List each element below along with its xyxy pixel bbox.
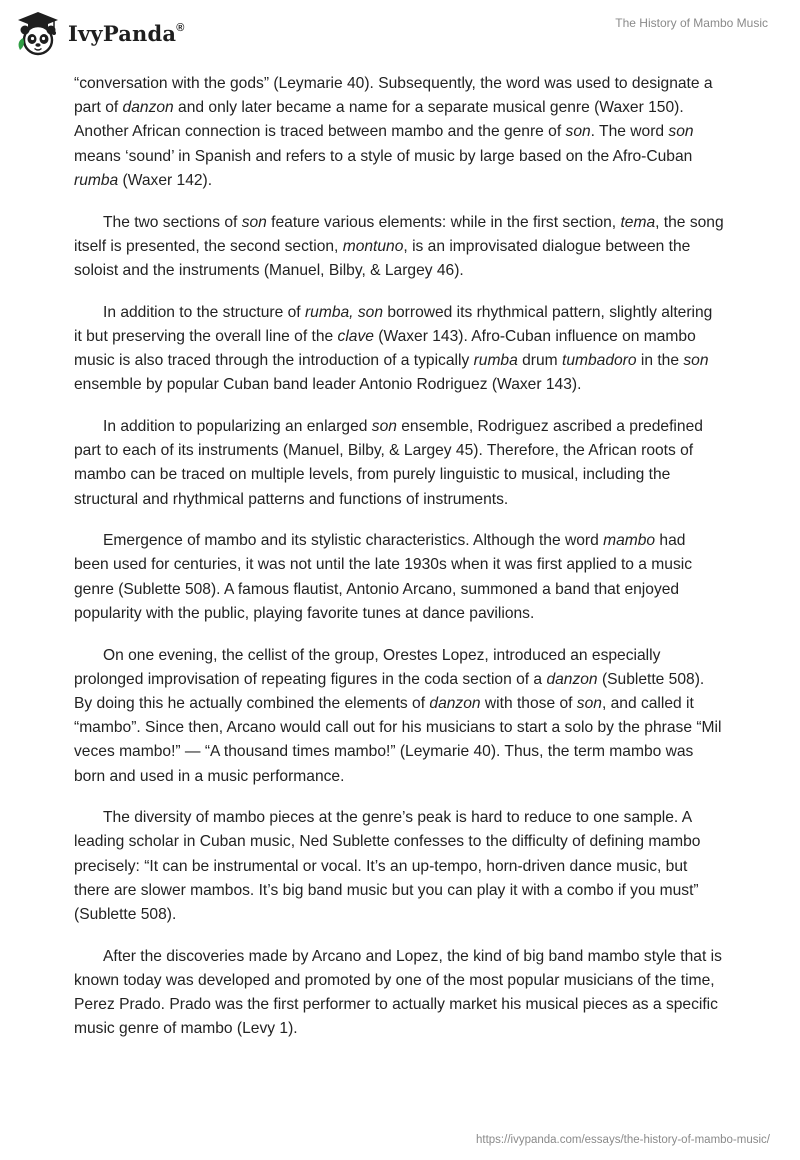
essay-paragraph	[74, 72, 724, 193]
italic-term: rumba	[74, 171, 119, 189]
text-run: in the	[636, 352, 684, 370]
italic-term: tema	[620, 213, 656, 231]
text-run: , the song itself is presented, the second section,	[74, 213, 724, 255]
text-run: Emergence of mambo and its stylistic characteristics. Although the word	[103, 532, 604, 550]
text-run: and only later became a name for a separate musical genre (Waxer 150). Another African connection is traced between mambo and the genre of	[74, 99, 684, 141]
footer-url[interactable]: https://ivypanda.com/essays/the-history-of-mambo-music/	[476, 1134, 770, 1146]
text-run: , and called it “mambo”. Since then, Arcano would call out for his musicians to start a solo by the phrase “Mil veces mambo!” — “A thousand times mambo!” (Leymarie 40). Thus, the term mambo was born and used in a music performance.	[74, 694, 722, 785]
italic-term: danzon	[122, 99, 174, 117]
text-run: (Waxer 142).	[118, 171, 213, 189]
italic-term: danzon	[546, 670, 598, 688]
text-run: ensemble by popular Cuban band leader Antonio Rodriguez (Waxer 143).	[74, 376, 582, 394]
essay-paragraph	[74, 644, 724, 789]
text-run: . The word	[590, 123, 669, 141]
italic-term: son	[668, 123, 694, 141]
text-run: drum	[517, 352, 562, 370]
text-run: On one evening, the cellist of the group, Orestes Lopez, introduced an especially prolonged improvisation of repeating figures in the coda section of a	[74, 646, 661, 688]
text-run: with those of	[480, 694, 577, 712]
essay-paragraph	[74, 211, 724, 284]
italic-term: son	[565, 123, 591, 141]
text-run: In addition to popularizing an enlarged	[103, 417, 372, 435]
text-run: (Waxer 143). Afro-Cuban influence on mambo music is also traced through the introduction of a typically	[74, 327, 696, 370]
italic-term: rumba, son	[304, 303, 383, 321]
text-run: (Sublette 508). By doing this he actually combined the elements of	[74, 670, 705, 712]
italic-term: son	[241, 213, 267, 231]
italic-term: son	[576, 694, 602, 712]
text-run: The diversity of mambo pieces at the genre’s peak is hard to reduce to one sample. A leading scholar in Cuban music, Ned Sublette confesses to the difficulty of defining mambo precisely: “It can be instrumental or vocal. It’s an up-tempo, horn-driven dance music, but there are slower mambos. It’s big band music but you can play it with a combo if you must” (Sublette 508).	[74, 809, 701, 924]
page-header	[0, 0, 800, 64]
text-run: “conversation with the gods” (Leymarie 40). Subsequently, the word was used to designate a part of	[74, 75, 713, 117]
italic-term: montuno	[342, 237, 404, 255]
essay-paragraph	[74, 529, 724, 626]
italic-term: mambo	[603, 532, 656, 550]
text-run: In addition to the structure of	[103, 303, 305, 321]
text-run: , is an improvisated dialogue between the soloist and the instruments (Manuel, Bilby, & Largey 46).	[74, 237, 691, 279]
text-run: feature various elements: while in the first section,	[266, 213, 621, 231]
italic-term: rumba	[473, 352, 518, 370]
essay-paragraph	[74, 945, 724, 1042]
text-run: means ‘sound’ in Spanish and refers to a style of music by large based on the Afro-Cuban	[74, 147, 693, 165]
panda-graduate-icon	[14, 10, 62, 56]
essay-paragraph	[74, 415, 724, 512]
essay-paragraph	[74, 806, 724, 927]
text-run: ensemble, Rodriguez ascribed a predefined part to each of its instruments (Manuel, Bilby, & Largey 45). Therefore, the African roots of mambo can be traced on multiple levels, from purely linguistic to musical, including the structural and rhythmical patterns and functions of instruments.	[74, 417, 703, 508]
essay-body	[74, 72, 724, 1059]
italic-term: son	[683, 352, 709, 370]
text-run: After the discoveries made by Arcano and Lopez, the kind of big band mambo style that is known today was developed and promoted by one of the most popular musicians of the time, Perez Prado. Prado was the first performer to actually market his musical pieces as a specific music genre of mambo (Levy 1).	[74, 947, 722, 1038]
text-run: had been used for centuries, it was not until the late 1930s when it was first applied to a music genre (Sublette 508). A famous flautist, Antonio Arcano, summoned a band that enjoyed popularity with the public, playing favorite tunes at dance pavilions.	[74, 532, 693, 622]
italic-term: clave	[337, 327, 374, 345]
text-run: borrowed its rhythmical pattern, slightly altering it but preserving the overall line of the	[74, 303, 713, 345]
brand-logo[interactable]	[14, 10, 185, 56]
text-run: The two sections of	[103, 213, 242, 231]
essay-paragraph	[74, 301, 724, 398]
brand-name: IvyPanda®	[68, 20, 185, 46]
italic-term: danzon	[429, 694, 481, 712]
italic-term: tumbadoro	[561, 352, 637, 370]
italic-term: son	[371, 417, 397, 435]
document-title: The History of Mambo Music	[615, 16, 768, 30]
